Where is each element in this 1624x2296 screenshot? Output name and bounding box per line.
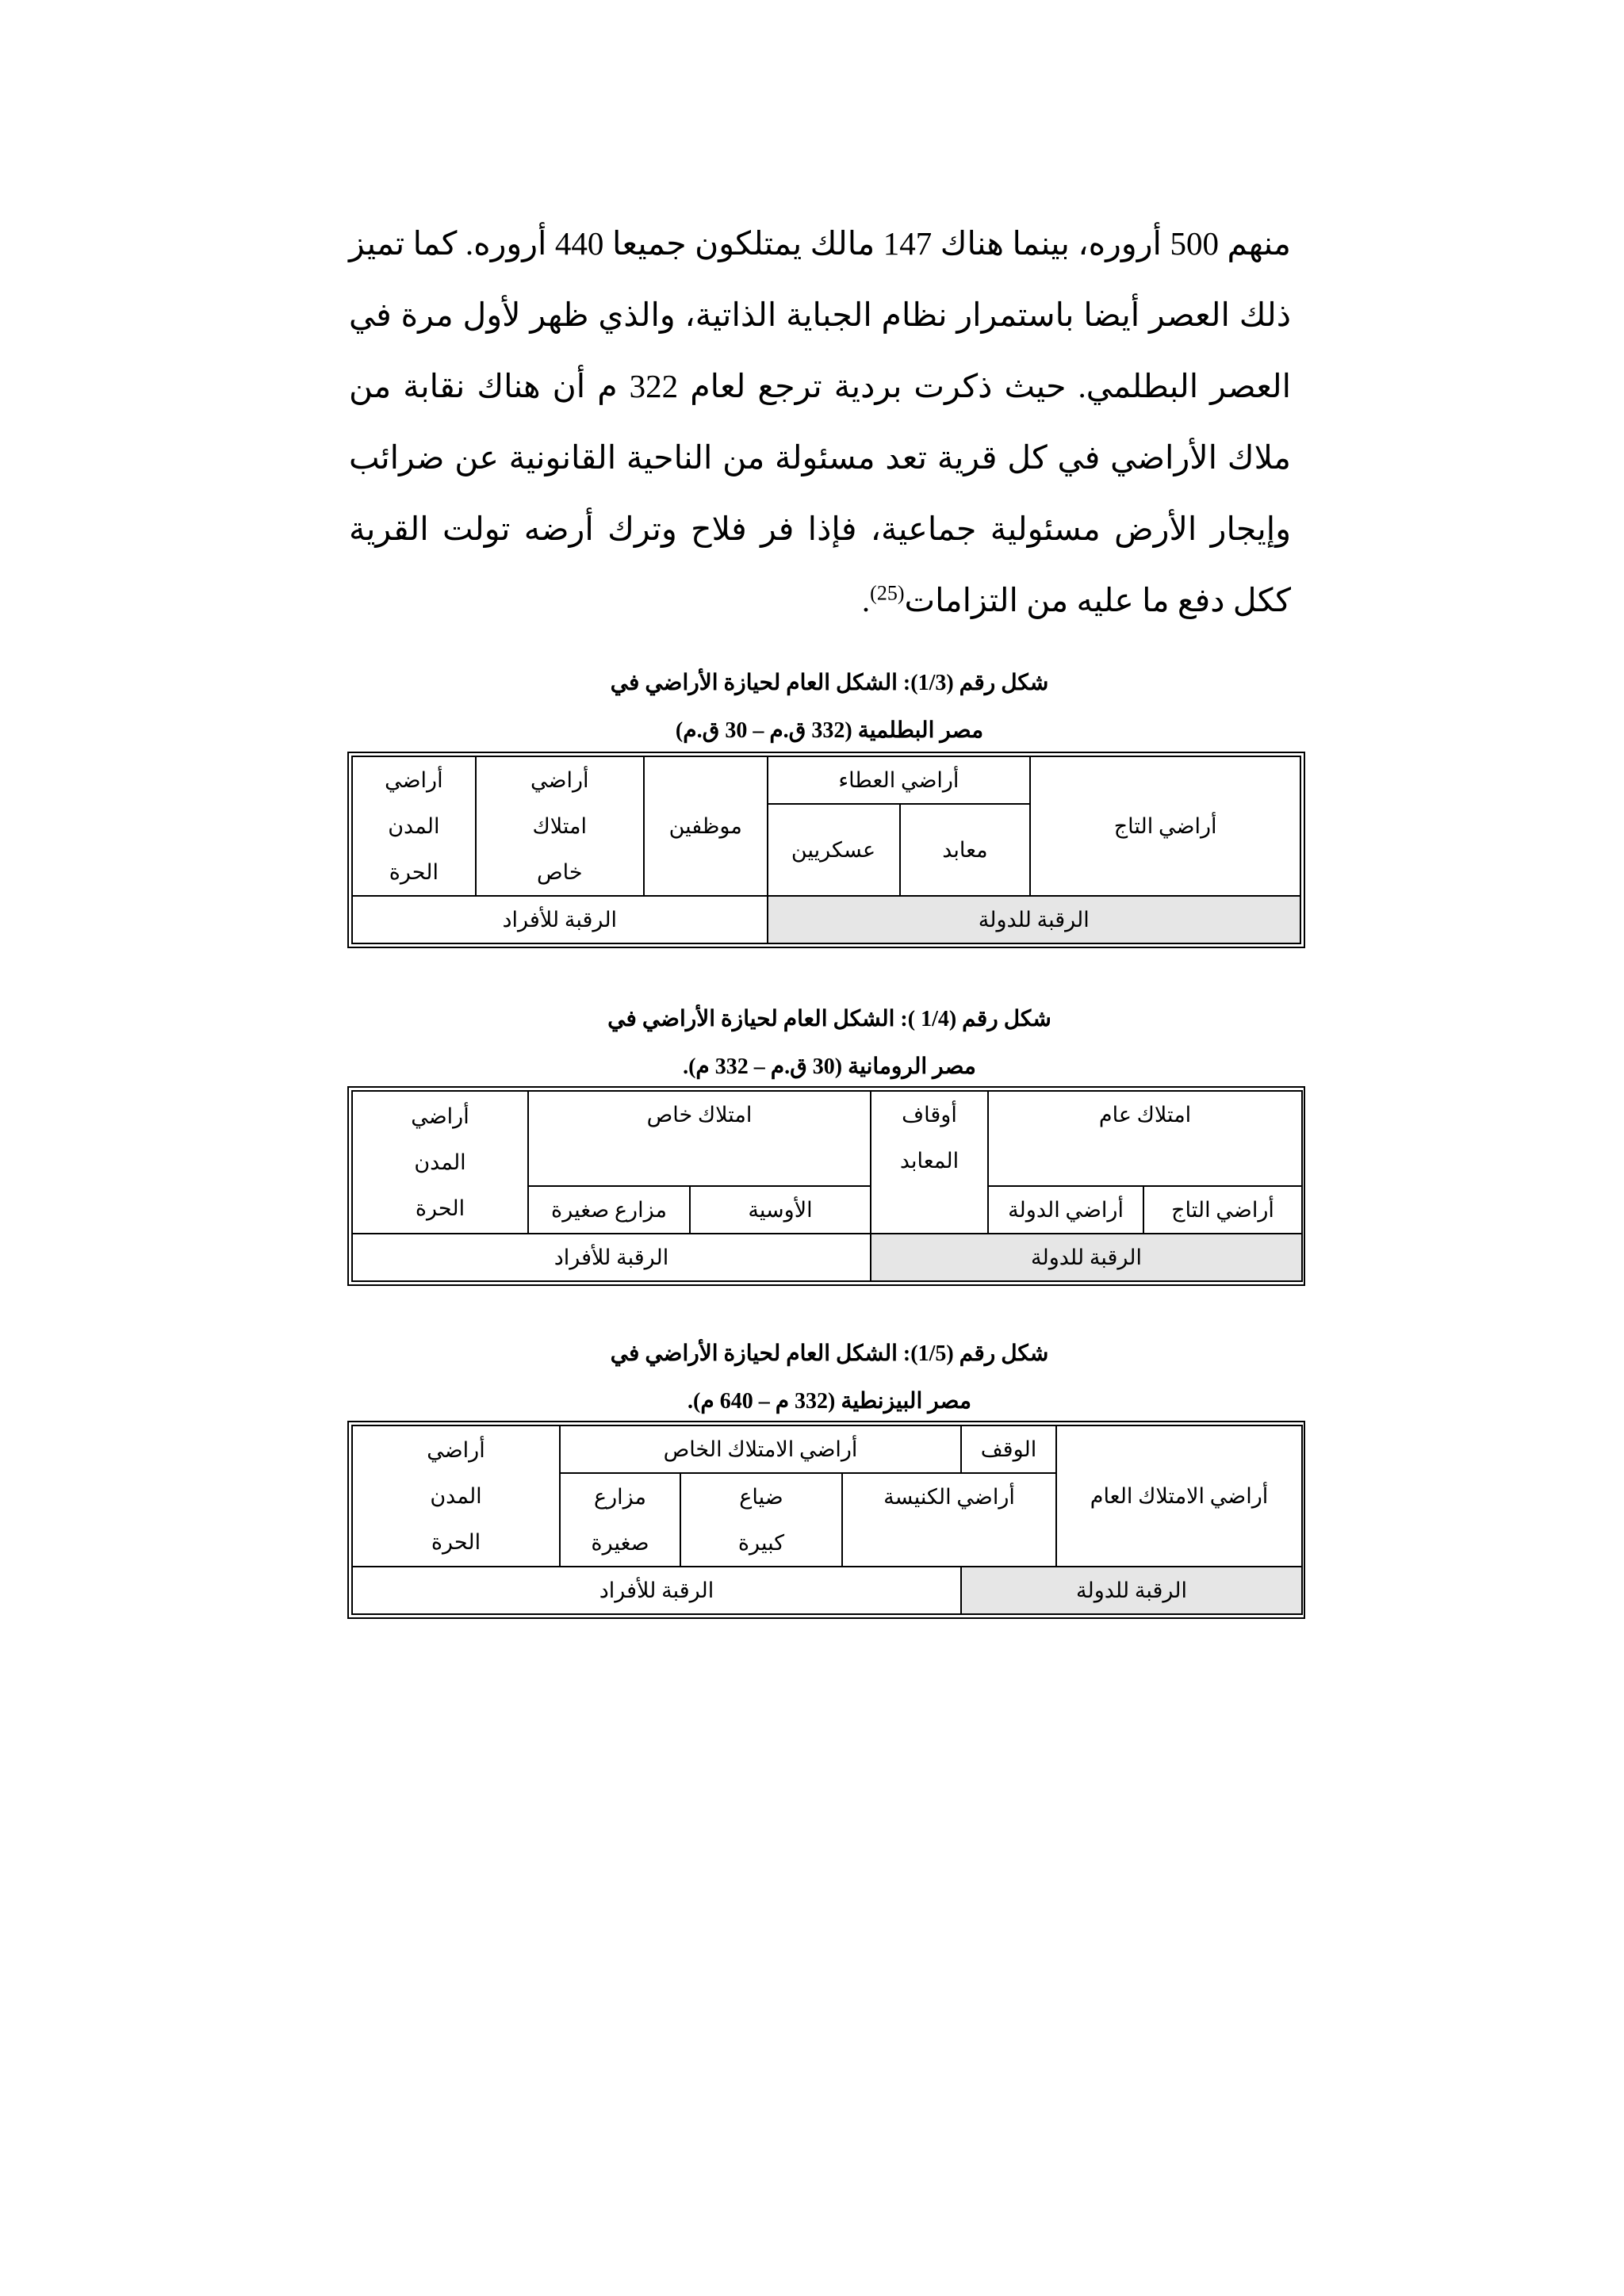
fig3-state-ownership: الرقبة للدولة	[961, 1567, 1302, 1614]
fig1-soldiers: عسكريين	[768, 804, 900, 896]
fig1-officials: موظفين	[668, 814, 742, 838]
fig2-free-line2: المدن	[414, 1150, 466, 1174]
fig1-officials-cell	[644, 756, 768, 896]
fig2-endowments-cell	[871, 1091, 988, 1234]
figure2-caption-line1: شكل رقم (1/4 ): الشكل العام لحيازة الأراضي في	[607, 1007, 1051, 1031]
fig1-private-line2: امتلاك	[532, 814, 588, 838]
figure1-caption	[349, 660, 1310, 755]
fig2-state-ownership: الرقبة للدولة	[871, 1234, 1302, 1281]
fig3-individual-ownership: الرقبة للأفراد	[352, 1567, 961, 1614]
fig3-estates-line1: ضياع	[739, 1485, 783, 1509]
fig2-free-cell	[352, 1091, 528, 1234]
fig1-state-ownership: الرقبة للدولة	[768, 896, 1300, 943]
fig1-temples: معابد	[900, 804, 1031, 896]
footnote-ref: (25)	[870, 581, 905, 605]
fig1-free-line1: أراضي	[385, 768, 443, 792]
fig2-state-lands: أراضي الدولة	[988, 1186, 1143, 1234]
fig3-church-lands: أراضي الكنيسة	[842, 1473, 1056, 1567]
fig1-crown-lands: أراضي التاج	[1030, 756, 1300, 896]
fig3-free-line2: المدن	[430, 1484, 482, 1508]
fig2-private-ownership: امتلاك خاص	[528, 1091, 871, 1186]
fig3-public-lands: أراضي الامتلاك العام	[1056, 1425, 1302, 1567]
fig3-farms-line2: صغيرة	[591, 1531, 649, 1555]
fig2-endowments-line1: أوقاف	[902, 1103, 957, 1127]
figure3-caption-line2: مصر البيزنطية (332 م – 640 م).	[688, 1389, 971, 1414]
fig3-free-line3: الحرة	[431, 1530, 481, 1554]
figure2-caption	[349, 996, 1310, 1091]
figure2-caption-line2: مصر الرومانية (30 ق.م – 332 م).	[683, 1054, 976, 1079]
figure3-table-frame	[347, 1421, 1305, 1619]
fig2-public-ownership: امتلاك عام	[988, 1091, 1302, 1186]
fig3-farms-cell	[560, 1473, 680, 1567]
figure3-table	[351, 1425, 1303, 1615]
fig1-free-cell	[352, 756, 476, 896]
fig3-farms-line1: مزارع	[594, 1485, 647, 1509]
fig1-private-line1: أراضي	[530, 768, 589, 792]
fig1-gift-lands: أراضي العطاء	[768, 756, 1031, 804]
paragraph-text: منهم 500 أروره، بينما هناك 147 مالك يمتلكون جميعا 440 أروره. كما تميز ذلك العصر أيضا باستمرار نظام الجباية الذاتية، والذي ظهر لأول مرة في العصر البطلمي. حيث ذكرت بردية ترجع لعام 322 م أن هناك نقابة من ملاك الأراضي في كل قرية تعد مسئولة من الناحية القانونية عن ضرائب وإيجار الأرض مسئولية جماعية، فإذا فر فلاح وترك أرضه تولت القرية ككل دفع ما عليه من التزامات	[349, 225, 1292, 618]
figure3-caption	[349, 1330, 1310, 1425]
fig1-free-line3: الحرة	[389, 860, 439, 884]
fig1-private-cell	[476, 756, 644, 896]
fig1-individual-ownership: الرقبة للأفراد	[352, 896, 768, 943]
body-paragraph	[349, 208, 1291, 636]
fig2-free-line1: أراضي	[411, 1104, 469, 1128]
figure1-table	[351, 756, 1301, 944]
fig1-private-line3: خاص	[537, 860, 583, 884]
fig3-waqf: الوقف	[961, 1425, 1056, 1473]
fig2-endowments-line2: المعابد	[899, 1149, 959, 1173]
fig2-free-line3: الحرة	[415, 1196, 465, 1220]
fig2-crown-lands: أراضي التاج	[1143, 1186, 1302, 1234]
fig3-estates-cell	[680, 1473, 842, 1567]
fig2-usia: الأوسية	[690, 1186, 871, 1234]
fig2-individual-ownership: الرقبة للأفراد	[352, 1234, 871, 1281]
fig1-free-line2: المدن	[388, 814, 440, 838]
figure1-caption-line2: مصر البطلمية (332 ق.م – 30 ق.م)	[675, 718, 984, 743]
paragraph-end: .	[861, 582, 871, 618]
figure2-table	[351, 1090, 1303, 1282]
figure3-caption-line1: شكل رقم (1/5): الشكل العام لحيازة الأراضي في	[610, 1341, 1049, 1366]
figure1-caption-line1: شكل رقم (1/3): الشكل العام لحيازة الأراضي في	[610, 671, 1049, 695]
fig3-free-line1: أراضي	[427, 1438, 485, 1462]
fig3-estates-line2: كبيرة	[737, 1531, 785, 1555]
figure2-table-frame	[347, 1086, 1305, 1286]
figure1-table-frame	[347, 752, 1305, 948]
fig3-private-lands: أراضي الامتلاك الخاص	[560, 1425, 961, 1473]
fig2-small-farms: مزارع صغيرة	[528, 1186, 690, 1234]
fig3-free-cell	[352, 1425, 560, 1567]
